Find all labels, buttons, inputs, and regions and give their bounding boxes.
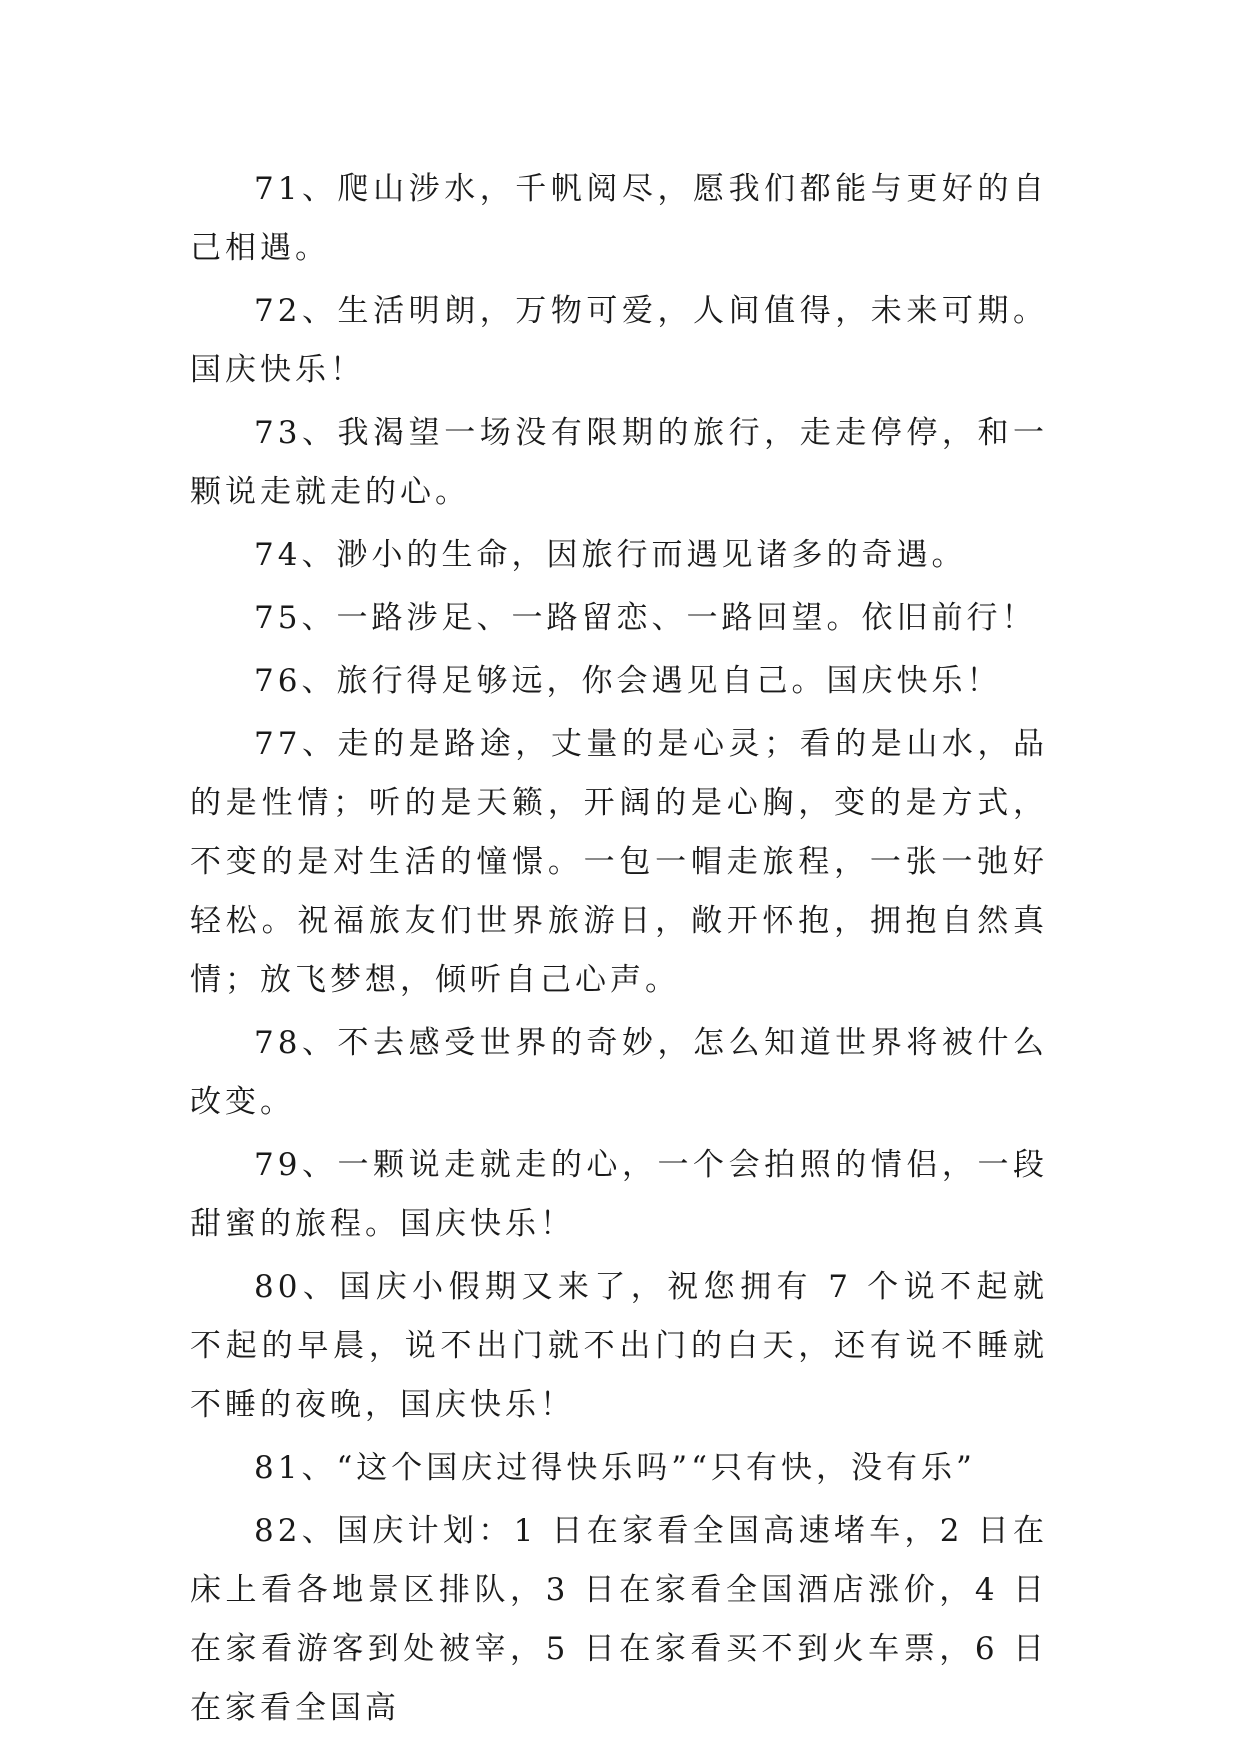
paragraph-81: 81、“这个国庆过得快乐吗”“只有快，没有乐” (254, 1450, 976, 1486)
paragraph-73: 73、我渴望一场没有限期的旅行，走走停停，和一颗说走就走的心。 (190, 415, 1048, 510)
paragraph-72: 72、生活明朗，万物可爱，人间值得，未来可期。国庆快乐！ (190, 293, 1048, 388)
paragraph-76: 76、旅行得足够远，你会遇见自己。国庆快乐！ (254, 663, 1002, 699)
paragraph-75: 75、一路涉足、一路留恋、一路回望。依旧前行！ (254, 600, 1037, 636)
paragraph-71: 71、爬山涉水，千帆阅尽，愿我们都能与更好的自己相遇。 (190, 171, 1048, 266)
paragraph-74: 74、渺小的生命，因旅行而遇见诸多的奇遇。 (254, 537, 967, 573)
paragraph-77: 77、走的是路途，丈量的是心灵；看的是山水，品的是性情；听的是天籁，开阔的是心胸，变的是方式，不变的是对生活的憧憬。一包一帽走旅程，一张一弛好轻松。祝福旅友们世界旅游日，敞开怀抱，拥抱自然真情；放飞梦想，倾听自己心声。 (190, 726, 1048, 998)
paragraph-78: 78、不去感受世界的奇妙，怎么知道世界将被什么改变。 (190, 1025, 1048, 1120)
paragraph-80: 80、国庆小假期又来了，祝您拥有 7 个说不起就不起的早晨，说不出门就不出门的白天，还有说不睡就不睡的夜晚，国庆快乐！ (190, 1269, 1048, 1423)
document-page (190, 160, 1048, 1742)
paragraph-82: 82、国庆计划：1 日在家看全国高速堵车，2 日在床上看各地景区排队，3 日在家看全国酒店涨价，4 日在家看游客到处被宰，5 日在家看买不到火车票，6 日在家看全国高 (190, 1513, 1048, 1726)
paragraph-79: 79、一颗说走就走的心，一个会拍照的情侣，一段甜蜜的旅程。国庆快乐！ (190, 1147, 1048, 1242)
